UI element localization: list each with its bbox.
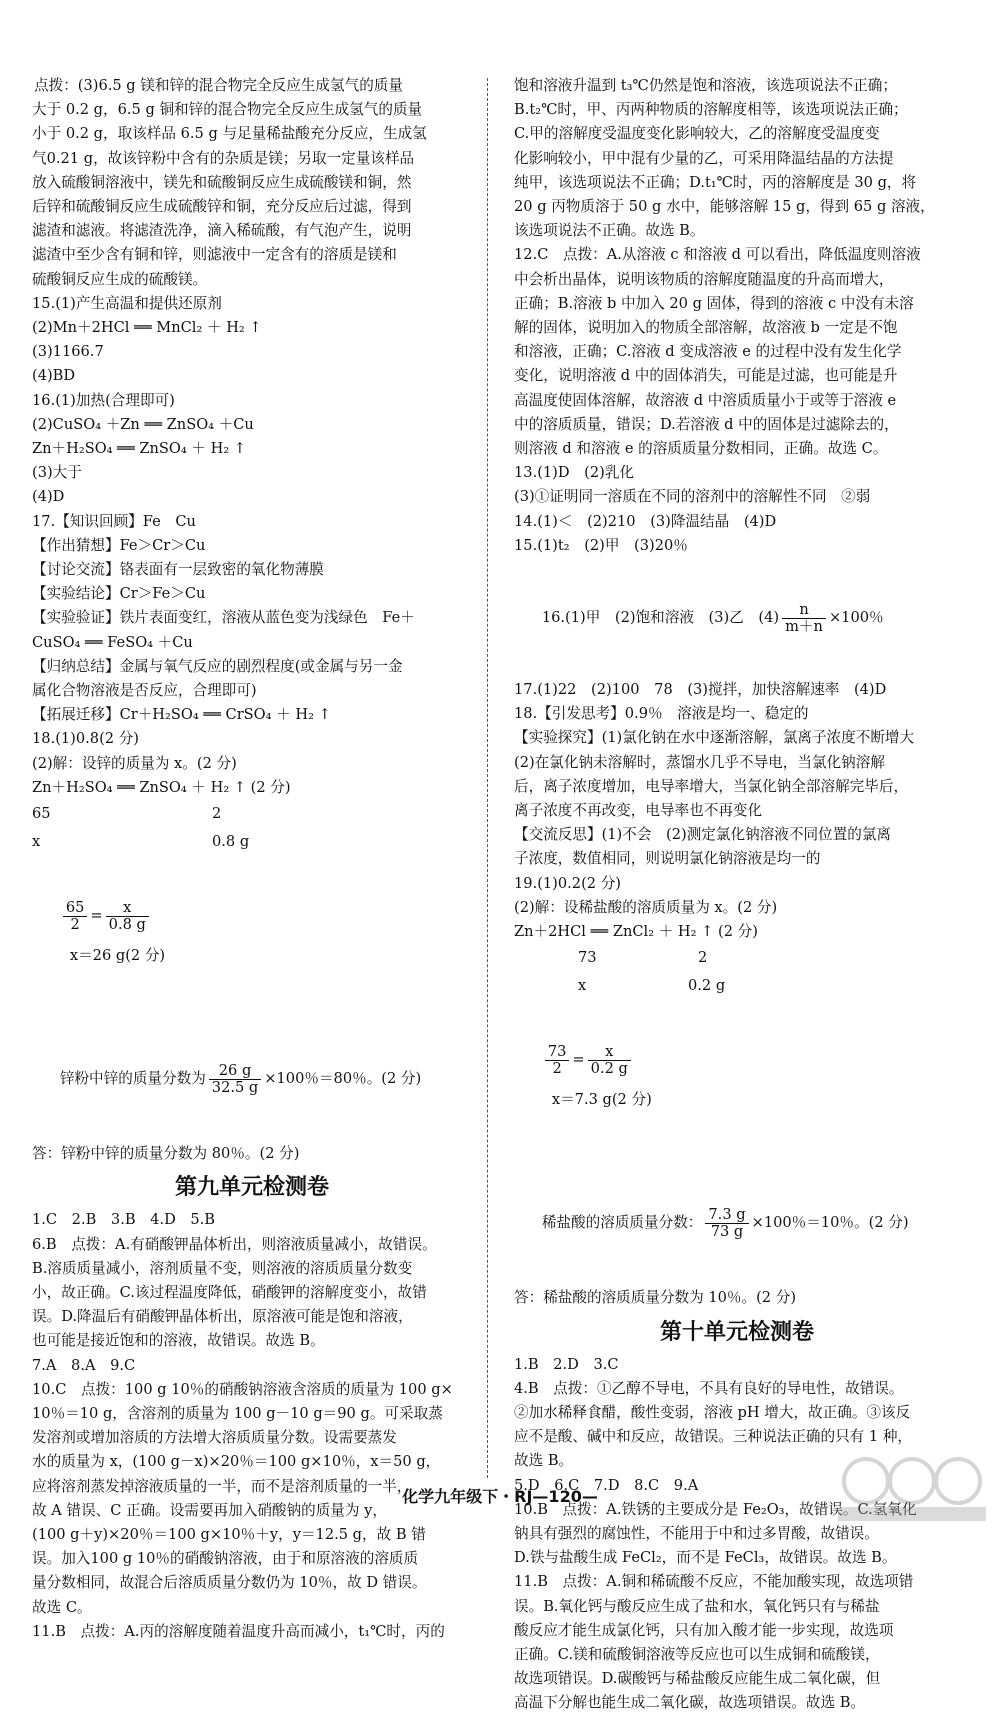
answer-17-4: 【实验结论】Cr＞Fe＞Cu xyxy=(32,585,206,603)
answer-18-1: 18.(1)0.8(2 分) xyxy=(32,730,139,748)
unit-10-heading: 第十单元检测卷 xyxy=(659,1319,814,1345)
proportion-equation xyxy=(514,1000,960,1160)
calc-row xyxy=(514,944,960,972)
answer-17-5: 【实验验证】铁片表面变红，溶液从蓝色变为浅绿色 Fe＋ xyxy=(32,609,415,627)
answer-15-1: 15.(1)产生高温和提供还原剂 xyxy=(32,294,222,312)
calc-value: x xyxy=(32,833,41,851)
text-line: 后，离子浓度增加，电导率增大，当氯化钠全部溶解完毕后， xyxy=(514,777,909,795)
equals-sign: = xyxy=(90,907,103,925)
text-line: ②加水稀释食醋，酸性变弱，溶液 pH 增大，故正确。③该反 xyxy=(514,1403,911,1421)
text-line: 5.D 6.C 7.D 8.C 9.A xyxy=(514,1476,699,1494)
text-line: 后锌和硫酸铜反应生成硫酸锌和铜，充分反应后过滤，得到 xyxy=(32,198,412,216)
fraction xyxy=(588,1044,631,1077)
text-line: (100 g＋y)×20％＝100 g×10％＋y，y＝12.5 g，故 B 错 xyxy=(32,1525,426,1543)
fraction-denominator: 2 xyxy=(70,915,80,933)
text-line: 滤渣中至少含有铜和锌，则滤液中一定含有的溶质是镁和 xyxy=(32,246,397,264)
answer-17-8: 属化合物溶液是否反应，合理即可) xyxy=(32,682,257,700)
text-line: 【交流反思】(1)不会 (2)测定氯化钠溶液不同位置的氯离 xyxy=(514,826,892,844)
text-line: 化影响较小，甲中混有少量的乙，可采用降温结晶的方法提 xyxy=(514,149,894,167)
text-line: 大于 0.2 g，6.5 g 铜和锌的混合物完全反应生成氢气的质量 xyxy=(32,101,423,119)
proportion-equation xyxy=(32,856,472,1016)
text-line: 小于 0.2 g，取该样品 6.5 g 与足量稀盐酸充分反应，生成氢 xyxy=(32,125,427,143)
fraction xyxy=(705,1207,748,1240)
text-line: 酸反应才能生成氯化钙，只有加入酸才能一步实现，故选项 xyxy=(514,1621,894,1639)
text-line: 14.(1)＜ (2)210 (3)降温结晶 (4)D xyxy=(514,512,777,530)
text-line: 发溶剂或增加溶质的方法增大溶质质量分数。设需要蒸发 xyxy=(32,1429,397,1447)
calc-row xyxy=(32,828,472,856)
text-line: 和溶液，正确；C.溶液 d 变成溶液 e 的过程中没有发生化学 xyxy=(514,343,902,361)
calc-value: x xyxy=(578,977,587,995)
answer-18-2: (2)解：设锌的质量为 x。(2 分) xyxy=(32,754,237,772)
text-line: 17.(1)22 (2)100 78 (3)搅拌，加快溶解速率 (4)D xyxy=(514,681,887,699)
answer-16-3: Zn＋H₂SO₄ ══ ZnSO₄ ＋ H₂ ↑ xyxy=(32,440,247,458)
text-line: 误。B.氧化钙与酸反应生成了盐和水，氧化钙只有与稀盐 xyxy=(514,1597,880,1615)
text-line: 19.(1)0.2(2 分) xyxy=(514,874,621,892)
percentage-line xyxy=(514,1160,960,1286)
fraction-numerator: n xyxy=(782,602,826,619)
answer-17-2: 【作出猜想】Fe＞Cr＞Cu xyxy=(32,536,206,554)
text-line: 则溶液 d 和溶液 e 的溶质质量分数相同，正确。故选 C。 xyxy=(514,440,888,458)
text-line: 7.A 8.A 9.C xyxy=(32,1356,136,1374)
text-line: 中的溶质质量，错误；D.若溶液 d 中的固体是过滤除去的， xyxy=(514,415,899,433)
answer-17-6: CuSO₄ ══ FeSO₄ ＋Cu xyxy=(32,633,193,651)
text-line: 中会析出晶体，说明该物质的溶解度随温度的升高而增大， xyxy=(514,270,894,288)
fraction xyxy=(63,900,88,933)
calc-value: 2 xyxy=(212,805,222,823)
fraction xyxy=(782,602,826,635)
text-line: 点拨：(3)6.5 g 镁和锌的混合物完全反应生成氢气的质量 xyxy=(34,77,403,94)
answer-18-conclusion: 答：锌粉中锌的质量分数为 80％。(2 分) xyxy=(32,1145,300,1163)
fraction-numerator: 73 xyxy=(545,1044,570,1061)
calc-value: 65 xyxy=(32,805,51,823)
text-line: 应将溶剂蒸发掉溶液质量的一半，而不是溶剂质量的一半， xyxy=(32,1477,412,1495)
calc-row xyxy=(32,800,472,828)
column-divider xyxy=(487,78,488,1478)
answer-15-4: (4)BD xyxy=(32,367,76,385)
fraction-denominator: m＋n xyxy=(785,617,823,635)
text-line: 变化，说明溶液 d 中的固体消失，可能是过滤，也可能是升 xyxy=(514,367,898,385)
text-line: 量分数相同，故混合后溶质质量分数仍为 10％，故 D 错误。 xyxy=(32,1574,427,1592)
text-line: 滤渣和滤液。将滤渣洗净，滴入稀硫酸，有气泡产生，说明 xyxy=(32,222,412,240)
calc-value: 2 xyxy=(698,949,708,967)
fraction-denominator: 32.5 g xyxy=(211,1078,259,1096)
text-line: 误。D.降温后有硝酸钾晶体析出，原溶液可能是饱和溶液， xyxy=(32,1308,413,1326)
text-line: C.甲的溶解度受温度变化影响较大，乙的溶解度受温度变 xyxy=(514,125,880,143)
text-line: 10％＝10 g，含溶剂的质量为 100 g－10 g＝90 g。可采取蒸 xyxy=(32,1404,443,1422)
text-line: 小，故正确。C.该过程温度降低，硝酸钾的溶解度变小，故错 xyxy=(32,1283,427,1301)
text-line: 故选项错误。D.碳酸钙与稀盐酸反应能生成二氧化碳，但 xyxy=(514,1670,881,1688)
answer-16-1: 16.(1)加热(合理即可) xyxy=(32,391,175,409)
text-line: 13.(1)D (2)乳化 xyxy=(514,464,635,482)
text-line: 12.C 点拨：A.从溶液 c 和溶液 d 可以看出，降低温度则溶液 xyxy=(514,246,921,264)
answer-15-2: (2)Mn＋2HCl ══ MnCl₂ ＋ H₂ ↑ xyxy=(32,319,262,337)
text-line: 子浓度，数值相同，则说明氯化钠溶液是均一的 xyxy=(514,850,821,868)
calc-value: 73 xyxy=(578,949,597,967)
calc-value: 0.8 g xyxy=(212,833,250,851)
text-line: 应不是酸、碱中和反应，故错误。三种说法正确的只有 1 种， xyxy=(514,1428,913,1446)
text-line: (3)①证明同一溶质在不同的溶剂中的溶解性不同 ②弱 xyxy=(514,488,871,506)
calc-value: 0.2 g xyxy=(688,977,726,995)
text-line: 10.B 点拨：A.铁锈的主要成分是 Fe₂O₃，故错误。C.氢氧化 xyxy=(514,1500,917,1518)
text-line: 解的固体，说明加入的物质全部溶解，故溶液 b 一定是不饱 xyxy=(514,319,898,337)
answer-17-7: 【归纳总结】金属与氧气反应的剧烈程度(或金属与另一金 xyxy=(32,657,403,675)
answer-15-3: (3)1166.7 xyxy=(32,343,104,361)
text-line: 饱和溶液升温到 t₃℃仍然是饱和溶液，该选项说法不正确； xyxy=(514,77,897,94)
text-line: 10.C 点拨：100 g 10％的硝酸钠溶液含溶质的质量为 100 g× xyxy=(32,1380,453,1398)
answer-17-9: 【拓展迁移】Cr＋H₂SO₄ ══ CrSO₄ ＋ H₂ ↑ xyxy=(32,706,331,724)
answer-16-2: (2)CuSO₄ ＋Zn ══ ZnSO₄ ＋Cu xyxy=(32,415,254,433)
answer-16-5: (4)D xyxy=(32,488,65,506)
fraction xyxy=(545,1044,570,1077)
text: 16.(1)甲 (2)饱和溶液 (3)乙 (4) xyxy=(541,609,780,627)
text-line: (2)在氯化钠未溶解时，蒸馏水几乎不导电，当氯化钠溶解 xyxy=(514,753,885,771)
text-line: 6.B 点拨：A.有硝酸钾晶体析出，则溶液质量减小，故错误。 xyxy=(32,1235,437,1253)
text: ×100％＝10％。(2 分) xyxy=(751,1214,909,1232)
fraction xyxy=(209,1063,261,1096)
text-line: Zn＋2HCl ══ ZnCl₂ ＋ H₂ ↑ (2 分) xyxy=(514,923,758,941)
text-line: 18.【引发思考】0.9％ 溶液是均一、稳定的 xyxy=(514,705,809,723)
text-line: B.溶质质量减小，溶剂质量不变，则溶液的溶质质量分数变 xyxy=(32,1259,413,1277)
text: 稀盐酸的溶质质量分数： xyxy=(541,1214,703,1232)
answer-17-1: 17.【知识回顾】Fe Cu xyxy=(32,512,196,530)
fraction-numerator: 26 g xyxy=(209,1063,261,1080)
unit-9-heading: 第九单元检测卷 xyxy=(174,1175,329,1201)
text-line: 高温度使固体溶解，故溶液 d 中溶质质量小于或等于溶液 e xyxy=(514,391,897,409)
text-line: D.铁与盐酸生成 FeCl₂，而不是 FeCl₃，故错误。故选 B。 xyxy=(514,1549,897,1567)
text-line: 气0.21 g，故该锌粉中含有的杂质是镁；另取一定量该样品 xyxy=(32,149,415,167)
fraction-numerator: x xyxy=(106,900,149,917)
text: 锌粉中锌的质量分数为 xyxy=(59,1070,206,1088)
text-line: 放入硫酸铜溶液中，镁先和硫酸铜反应生成硫酸镁和铜，然 xyxy=(32,173,412,191)
text-line: 1.B 2.D 3.C xyxy=(514,1355,619,1373)
result-text: x＝7.3 g(2 分) xyxy=(551,1091,652,1109)
fraction-denominator: 0.2 g xyxy=(590,1059,628,1077)
answer-18-3: Zn＋H₂SO₄ ══ ZnSO₄ ＋ H₂ ↑ (2 分) xyxy=(32,778,291,796)
text-line: 11.B 点拨：A.铜和稀硫酸不反应，不能加酸实现，故选项错 xyxy=(514,1573,914,1591)
result-text: x＝26 g(2 分) xyxy=(69,947,166,965)
text-line: 1.C 2.B 3.B 4.D 5.B xyxy=(32,1211,216,1229)
fraction-denominator: 0.8 g xyxy=(108,915,146,933)
text-line: 4.B 点拨：①乙醇不导电，不具有良好的导电性，故错误。 xyxy=(514,1379,904,1397)
text-line: 水的质量为 x，(100 g－x)×20％＝100 g×10％，x＝50 g， xyxy=(32,1453,441,1471)
text-line: 也可能是接近饱和的溶液，故错误。故选 B。 xyxy=(32,1332,325,1350)
text-line: 15.(1)t₂ (2)甲 (3)20％ xyxy=(514,536,688,554)
text-line: 【实验探究】(1)氯化钠在水中逐渐溶解，氯离子浓度不断增大 xyxy=(514,729,915,747)
text-line: 该选项说法不正确。故选 B。 xyxy=(514,222,705,240)
fraction-numerator: 65 xyxy=(63,900,88,917)
text-line: 高温下分解也能生成二氧化碳，故选项错误。故选 B。 xyxy=(514,1694,866,1712)
left-column xyxy=(32,74,472,1644)
text-line: 答：稀盐酸的溶质质量分数为 10％。(2 分) xyxy=(514,1289,797,1307)
text-line: 纯甲，该选项说法不正确；D.t₁℃时，丙的溶解度是 30 g，将 xyxy=(514,173,917,191)
text-line: 11.B 点拨：A.丙的溶解度随着温度升高而减小，t₁℃时，丙的 xyxy=(32,1622,445,1640)
fraction-numerator: x xyxy=(588,1044,631,1061)
text-line: 误。加入100 g 10％的硝酸钠溶液，由于和原溶液的溶质质 xyxy=(32,1550,419,1568)
text-line: 正确；B.溶液 b 中加入 20 g 固体，得到的溶液 c 中没有未溶 xyxy=(514,294,914,312)
answer-16-line xyxy=(514,558,960,678)
calc-row xyxy=(514,972,960,1000)
text-line: 钠具有强烈的腐蚀性，不能用于中和过多胃酸，故错误。 xyxy=(514,1524,879,1542)
watermark-logo xyxy=(832,1451,992,1525)
percentage-line xyxy=(32,1016,472,1142)
text: ×100％ xyxy=(828,609,884,627)
text-line: 故选 B。 xyxy=(514,1452,574,1470)
fraction-denominator: 73 g xyxy=(710,1222,744,1240)
text-line: 故选 C。 xyxy=(32,1598,92,1616)
text-line: 正确。C.镁和硫酸铜溶液等反应也可以生成铜和硫酸镁， xyxy=(514,1645,880,1663)
page-footer: 化学九年级下・RJ—120— xyxy=(402,1487,598,1506)
text-line: 20 g 丙物质溶于 50 g 水中，能够溶解 15 g，得到 65 g 溶液， xyxy=(514,198,935,216)
text-line: 硫酸铜反应生成的硫酸镁。 xyxy=(32,270,208,288)
text-line: (2)解：设稀盐酸的溶质质量为 x。(2 分) xyxy=(514,898,778,916)
text: ×100％＝80％。(2 分) xyxy=(264,1070,422,1088)
answer-17-3: 【讨论交流】铬表面有一层致密的氧化物薄膜 xyxy=(32,561,324,579)
fraction-numerator: 7.3 g xyxy=(705,1207,748,1224)
text-line: B.t₂℃时，甲、丙两种物质的溶解度相等，该选项说法正确； xyxy=(514,101,908,119)
text-line: 故 A 错误、C 正确。设需要再加入硝酸钠的质量为 y， xyxy=(32,1501,387,1519)
equals-sign: = xyxy=(572,1051,585,1069)
fraction-denominator: 2 xyxy=(552,1059,562,1077)
text-line: 离子浓度不再改变，电导率也不再变化 xyxy=(514,802,763,820)
answer-16-4: (3)大于 xyxy=(32,464,82,482)
fraction xyxy=(106,900,149,933)
